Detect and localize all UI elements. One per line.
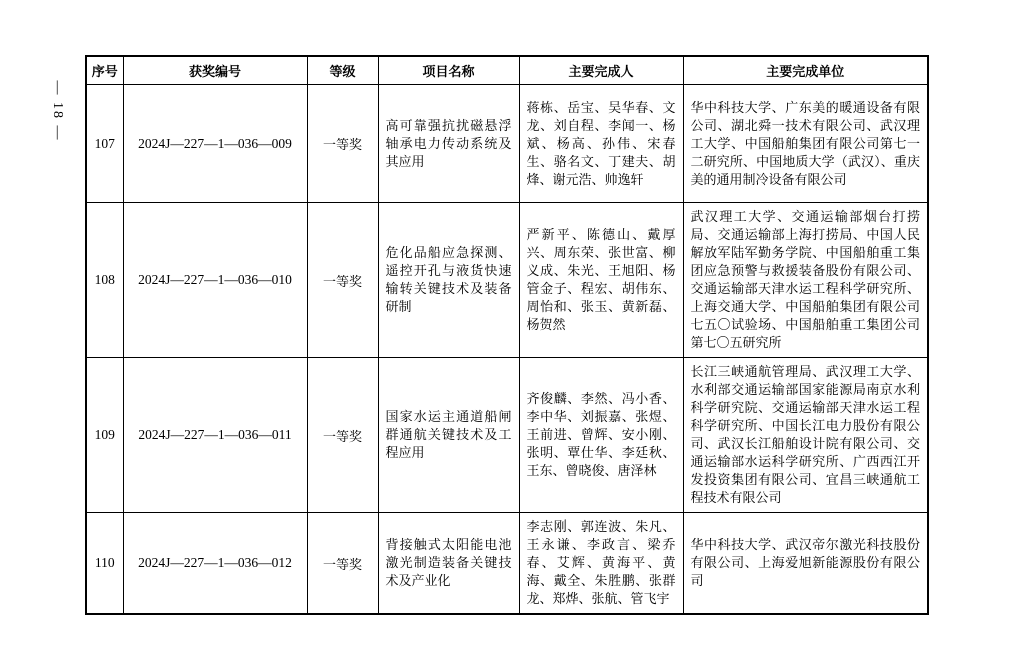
column-header-project-name: 项目名称 bbox=[378, 56, 519, 85]
table-row bbox=[86, 513, 928, 615]
cell-award-number: 2024J—227—1—036—009 bbox=[123, 85, 307, 203]
table-header-row bbox=[86, 56, 928, 85]
cell-grade: 一等奖 bbox=[307, 85, 378, 203]
table-row bbox=[86, 358, 928, 513]
cell-award-number: 2024J—227—1—036—012 bbox=[123, 513, 307, 615]
page-number: — 18 — bbox=[50, 80, 65, 142]
cell-organizations: 武汉理工大学、交通运输部烟台打捞局、交通运输部上海打捞局、中国人民解放军陆军勤务学院、中国船舶重工集团应急预警与救援装备股份有限公司、交通运输部天津水运工程科学研究所、上海交通大学、中国船舶集团有限公司七五〇试验场、中国船舶重工集团公司第七〇五研究所 bbox=[683, 203, 928, 358]
cell-organizations: 华中科技大学、广东美的暖通设备有限公司、湖北舜一技术有限公司、武汉理工大学、中国船舶集团有限公司第七一二研究所、中国地质大学（武汉）、重庆美的通用制冷设备有限公司 bbox=[683, 85, 928, 203]
cell-award-number: 2024J—227—1—036—011 bbox=[123, 358, 307, 513]
cell-organizations: 长江三峡通航管理局、武汉理工大学、水利部交通运输部国家能源局南京水利科学研究院、交通运输部天津水运工程科学研究所、中国长江电力股份有限公司、武汉长江船舶设计院有限公司、交通运输部水运科学研究所、广西西江开发投资集团有限公司、宜昌三峡通航工程技术有限公司 bbox=[683, 358, 928, 513]
cell-project-name: 高可靠强抗扰磁悬浮轴承电力传动系统及其应用 bbox=[378, 85, 519, 203]
cell-contributors: 齐俊麟、李然、冯小香、李中华、刘振嘉、张煜、王前进、曾辉、安小刚、张明、覃仕华、李廷秋、王东、曾晓俊、唐泽林 bbox=[519, 358, 683, 513]
cell-grade: 一等奖 bbox=[307, 203, 378, 358]
table-row bbox=[86, 85, 928, 203]
cell-project-name: 国家水运主通道船闸群通航关键技术及工程应用 bbox=[378, 358, 519, 513]
cell-index: 107 bbox=[86, 85, 123, 203]
table-row bbox=[86, 203, 928, 358]
column-header-organizations: 主要完成单位 bbox=[683, 56, 928, 85]
awards-table bbox=[85, 55, 929, 615]
cell-grade: 一等奖 bbox=[307, 358, 378, 513]
column-header-award-number: 获奖编号 bbox=[123, 56, 307, 85]
cell-project-name: 危化品船应急探测、遥控开孔与液货快速输转关键技术及装备研制 bbox=[378, 203, 519, 358]
cell-grade: 一等奖 bbox=[307, 513, 378, 615]
cell-index: 109 bbox=[86, 358, 123, 513]
column-header-grade: 等级 bbox=[307, 56, 378, 85]
cell-award-number: 2024J—227—1—036—010 bbox=[123, 203, 307, 358]
cell-contributors: 严新平、陈德山、戴厚兴、周东荣、张世富、柳义成、朱光、王旭阳、杨管金子、程宏、胡伟东、周怡和、张玉、黄新磊、杨贺然 bbox=[519, 203, 683, 358]
cell-project-name: 背接触式太阳能电池激光制造装备关键技术及产业化 bbox=[378, 513, 519, 615]
column-header-index: 序号 bbox=[86, 56, 123, 85]
cell-index: 108 bbox=[86, 203, 123, 358]
cell-organizations: 华中科技大学、武汉帝尔激光科技股份有限公司、上海爱旭新能源股份有限公司 bbox=[683, 513, 928, 615]
cell-index: 110 bbox=[86, 513, 123, 615]
cell-contributors: 蒋栋、岳宝、吴华春、文龙、刘自程、李闻一、杨斌、杨高、孙伟、宋春生、骆名文、丁建夫、胡烽、谢元浩、帅逸轩 bbox=[519, 85, 683, 203]
column-header-contributors: 主要完成人 bbox=[519, 56, 683, 85]
cell-contributors: 李志刚、郭连波、朱凡、王永谦、李政言、梁乔春、艾辉、黄海平、黄海、戴全、朱胜鹏、张群龙、郑烨、张航、管飞宇 bbox=[519, 513, 683, 615]
